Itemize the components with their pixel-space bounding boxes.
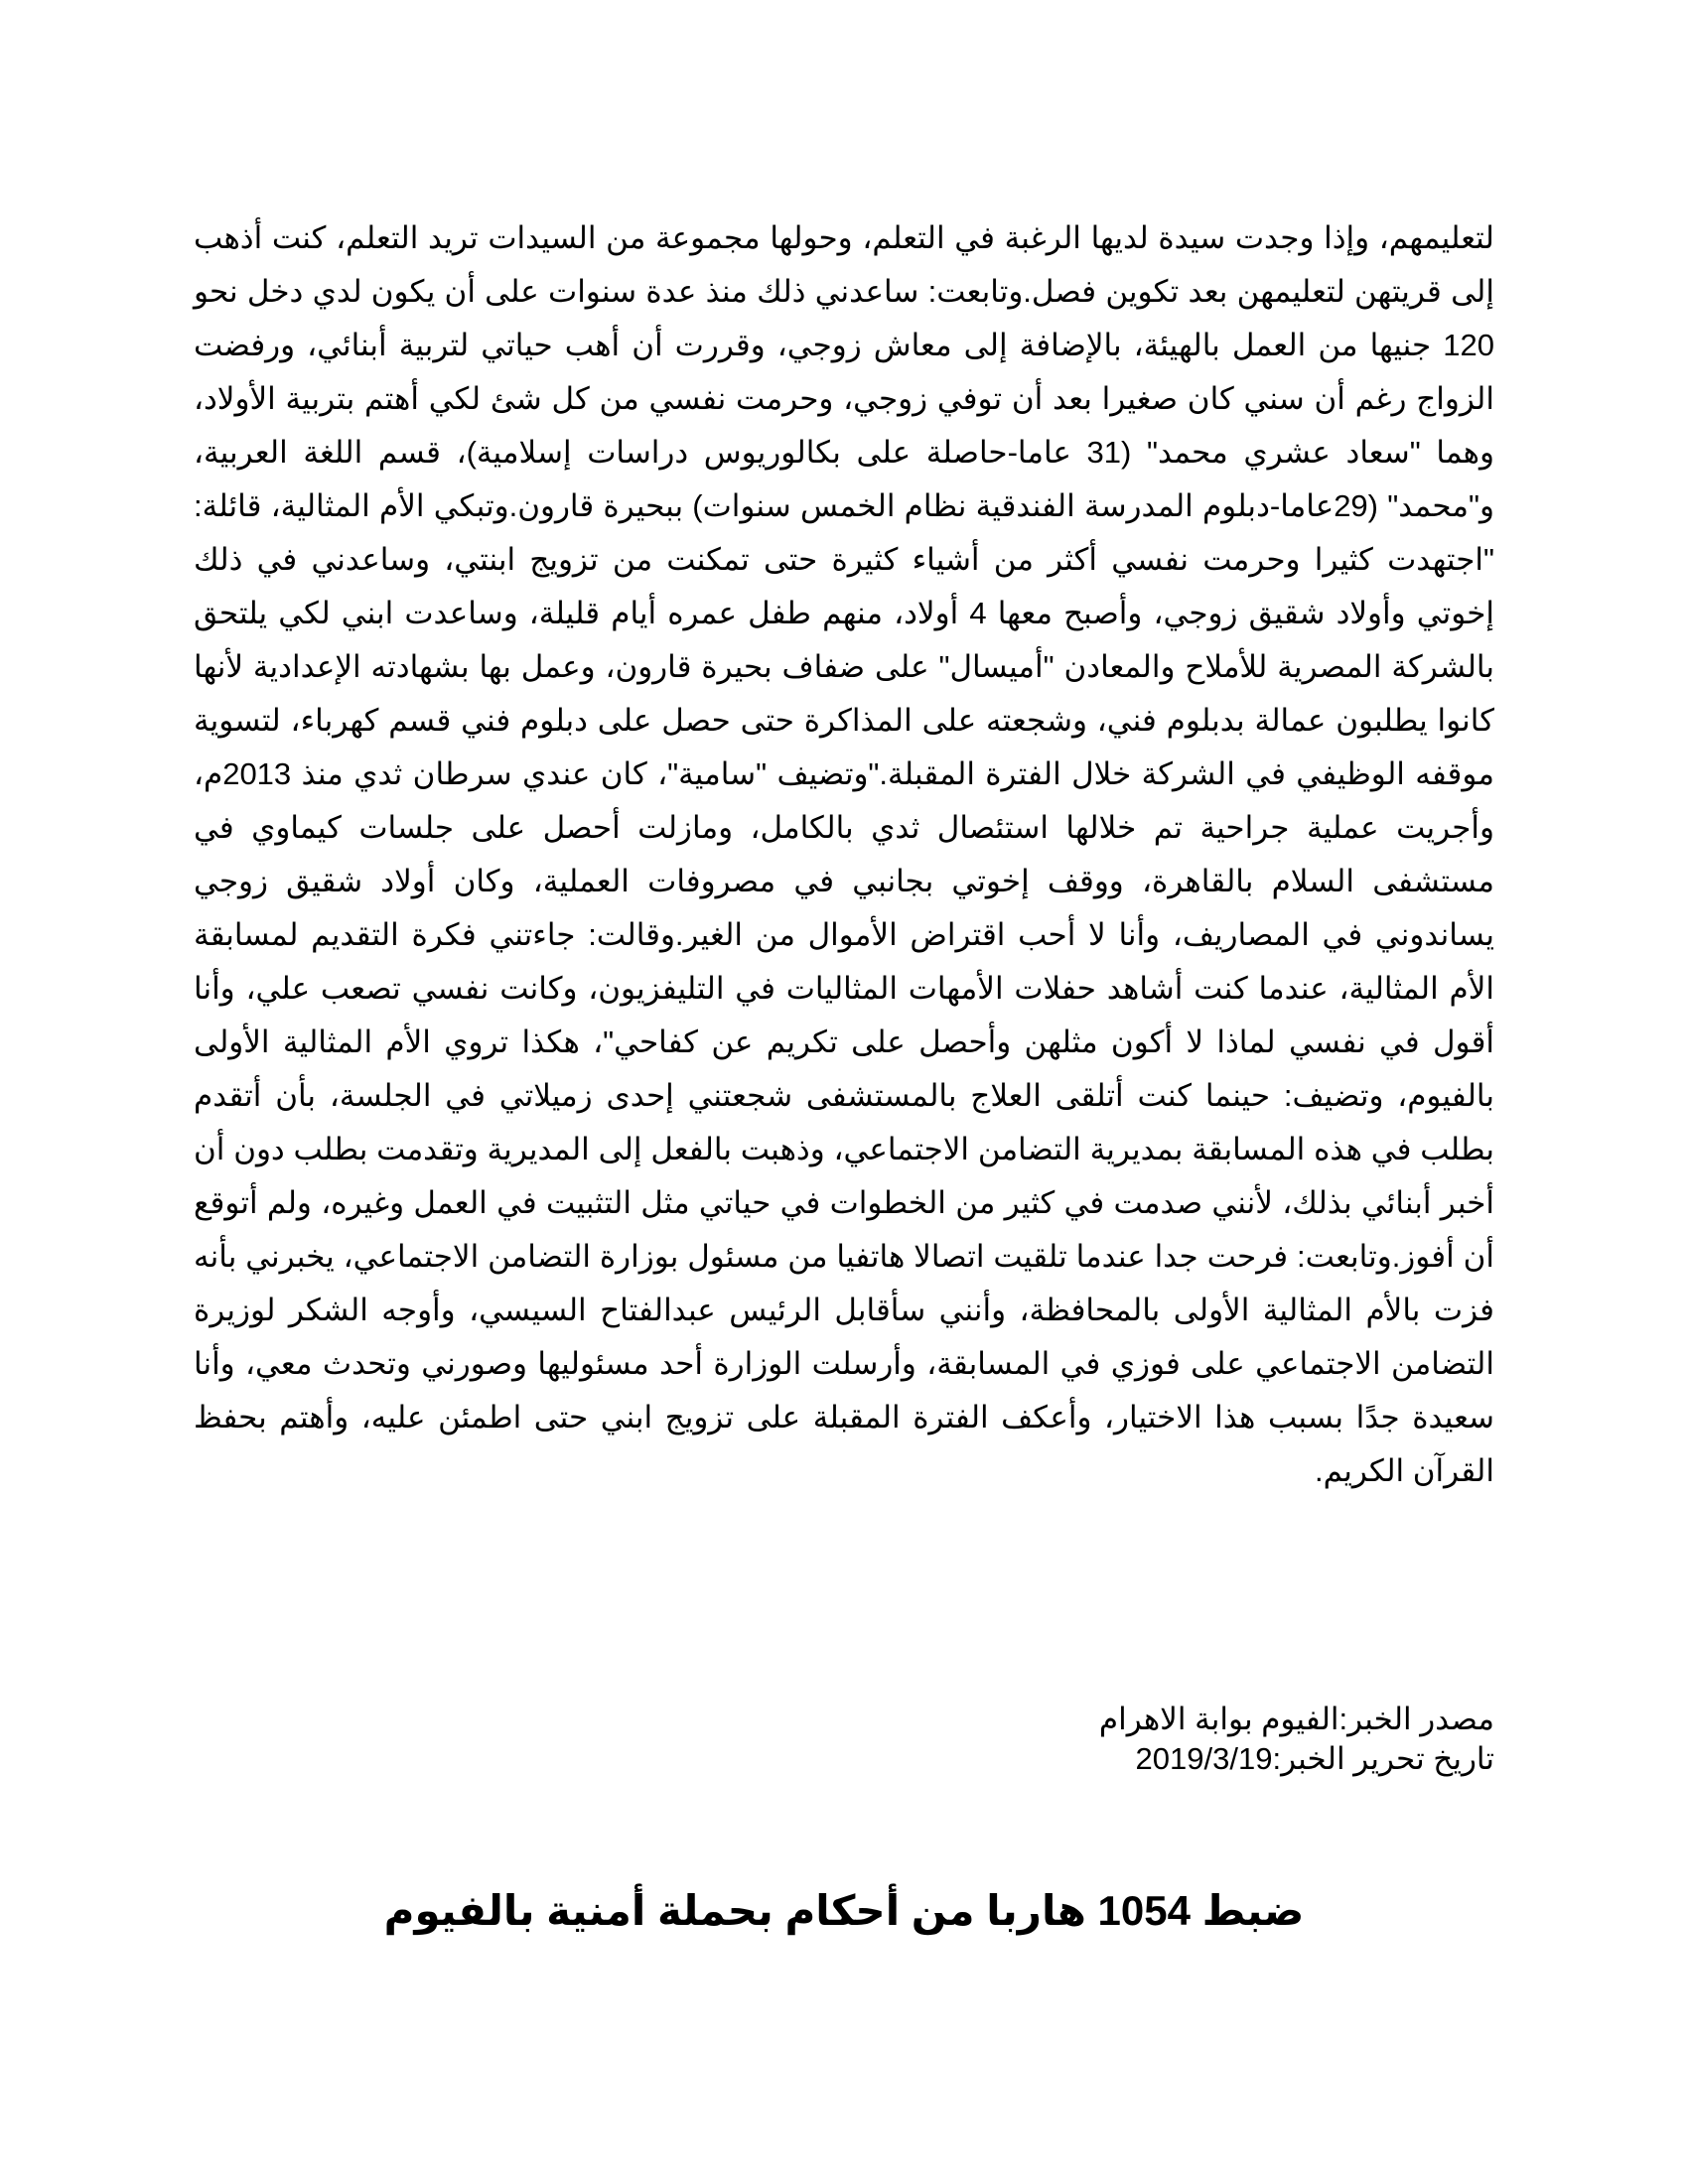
source-line: مصدر الخبر:الفيوم بوابة الاهرام — [1098, 1702, 1494, 1736]
next-article-headline: ضبط 1054 هاربا من أحكام بحملة أمنية بالفيوم — [383, 1887, 1305, 1934]
article-meta — [1099, 1700, 1494, 1779]
article-paragraph: لتعليمهم، وإذا وجدت سيدة لديها الرغبة في التعلم، وحولها مجموعة من السيدات تريد التعلم، كنت أذهب إلى قريتهن لتعليمهن بعد تكوين فصل.وتابعت: ساعدني ذلك منذ عدة سنوات على أن يكون لدي دخل نحو 120 جنيها من العمل بالهيئة، بالإضافة إلى معاش زوجي، وقررت أن أهب حياتي لتربية أبنائي، ورفضت الزواج رغم أن سني كان صغيرا بعد أن توفي زوجي، وحرمت نفسي من كل شئ لكي أهتم بتربية الأولاد، وهما "سعاد عشري محمد" (31 عاما-حاصلة على بكالوريوس دراسات إسلامية)، قسم اللغة العربية، و"محمد" (29عاما-دبلوم المدرسة الفندقية نظام الخمس سنوات) ببحيرة قارون.وتبكي الأم المثالية، قائلة: "اجتهدت كثيرا وحرمت نفسي أكثر من أشياء كثيرة حتى تمكنت من تزويج ابنتي، وساعدني في ذلك إخوتي وأولاد شقيق زوجي، وأصبح معها 4 أولاد، منهم طفل عمره أيام قليلة، وساعدت ابني لكي يلتحق بالشركة المصرية للأملاح والمعادن "أميسال" على ضفاف بحيرة قارون، وعمل بها بشهادته الإعدادية لأنها كانوا يطلبون عمالة بدبلوم فني، وشجعته على المذاكرة حتى حصل على دبلوم فني قسم كهرباء، لتسوية موقفه الوظيفي في الشركة خلال الفترة المقبلة."وتضيف "سامية"، كان عندي سرطان ثدي منذ 2013م، وأجريت عملية جراحية تم خلالها استئصال ثدي بالكامل، ومازلت أحصل على جلسات كيماوي في مستشفى السلام بالقاهرة، ووقف إخوتي بجانبي في مصروفات العملية، وكان أولاد شقيق زوجي يساندوني في المصاريف، وأنا لا أحب اقتراض الأموال من الغير.وقالت: جاءتني فكرة التقديم لمسابقة الأم المثالية، عندما كنت أشاهد حفلات الأمهات المثاليات في التليفزيون، وكانت نفسي تصعب علي، وأنا أقول في نفسي لماذا لا أكون مثلهن وأحصل على تكريم عن كفاحي"، هكذا تروي الأم المثالية الأولى بالفيوم، وتضيف: حينما كنت أتلقى العلاج بالمستشفى شجعتني إحدى زميلاتي في الجلسة، بأن أتقدم بطلب في هذه المسابقة بمديرية التضامن الاجتماعي، وذهبت بالفعل إلى المديرية وتقدمت بطلب دون أن أخبر أبنائي بذلك، لأنني صدمت في كثير من الخطوات في حياتي مثل التثبيت في العمل وغيره، ولم أتوقع أن أفوز.وتابعت: فرحت جدا عندما تلقيت اتصالا هاتفيا من مسئول بوزارة التضامن الاجتماعي، يخبرني بأنه فزت بالأم المثالية الأولى بالمحافظة، وأنني سأقابل الرئيس عبدالفتاح السيسي، وأوجه الشكر لوزيرة التضامن الاجتماعي على فوزي في المسابقة، وأرسلت الوزارة أحد مسئوليها وصورني وتحدث معي، وأنا سعيدة جدًا بسبب هذا الاختيار، وأعكف الفترة المقبلة على تزويج ابني حتى اطمئن عليه، وأهتم بحفظ القرآن الكريم. — [194, 220, 1495, 1488]
date-line: تاريخ تحرير الخبر:2019/3/19 — [1135, 1741, 1494, 1776]
